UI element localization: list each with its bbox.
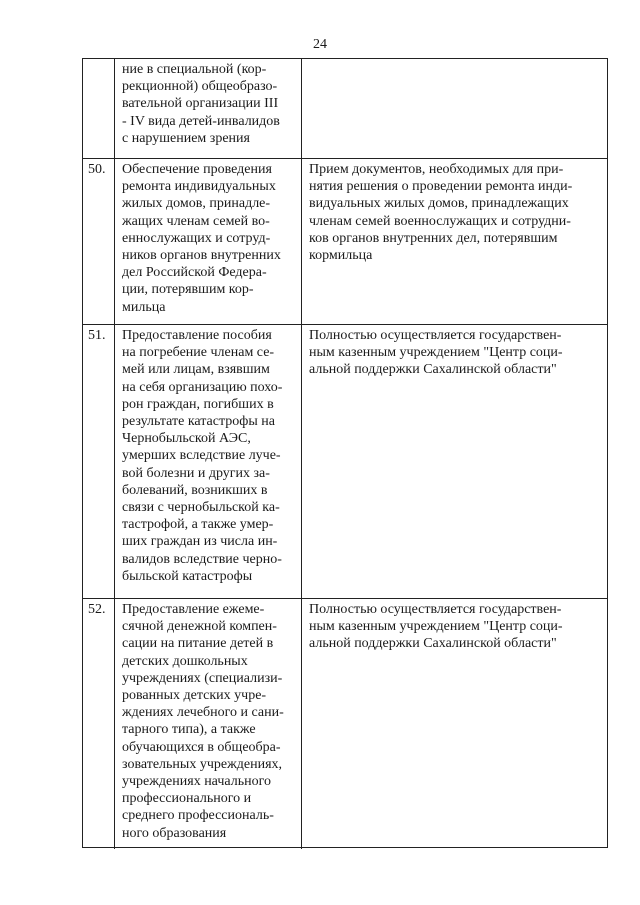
row-number: 50. [83, 159, 115, 324]
services-table [82, 58, 608, 848]
table-row [83, 325, 607, 599]
table-row [83, 599, 607, 849]
service-description: Предоставление ежеме- сячной денежной компен- сации на питание детей в детских дошкольных учреждениях (специализи- рованных детских учре- ждениях лечебного и сани- тарного типа), а также обучающихся в общеобра- зовательных учреждениях, учреждениях начального профессионального и среднего профессиональ- ного образования [115, 599, 302, 849]
service-note: Полностью осуществляется государствен- ным казенным учреждением "Центр соци- альной поддержки Сахалинской области" [309, 328, 563, 378]
service-description: Предоставление пособия на погребение членам се- мей или лицам, взявшим на себя организацию похо- рон граждан, погибших в результате катастрофы на Чернобыльской АЭС, умерших вследствие луче- вой болезни и других за- болеваний, возникших в связи с чернобыльской ка- тастрофой, а также умер- ших граждан из числа ин- валидов вследствие черно- быльской катастрофы [115, 325, 302, 598]
service-description: Обеспечение проведения ремонта индивидуальных жилых домов, принадле- жащих членам семей во- еннослужащих и сотруд- ников органов внутренних дел Российской Федера- ции, потерявшим кор- мильца [115, 159, 302, 324]
table-row [83, 59, 607, 159]
row-number: 52. [83, 599, 115, 849]
page-number: 24 [313, 37, 327, 52]
service-note [302, 59, 607, 158]
row-number: 51. [83, 325, 115, 598]
row-number [83, 59, 115, 158]
table-row [83, 159, 607, 325]
service-description: ние в специальной (кор- рекционной) общеобразо- вательной организации III - IV вида детей-инвалидов с нарушением зрения [115, 59, 302, 158]
service-note: Полностью осуществляется государствен- ным казенным учреждением "Центр соци- альной поддержки Сахалинской области" [309, 602, 563, 652]
service-note: Прием документов, необходимых для при- нятия решения о проведении ремонта инди- видуальных жилых домов, принадлежащих членам семей военнослужащих и сотрудни- ков органов внутренних дел, потерявшим кормильца [309, 162, 573, 264]
